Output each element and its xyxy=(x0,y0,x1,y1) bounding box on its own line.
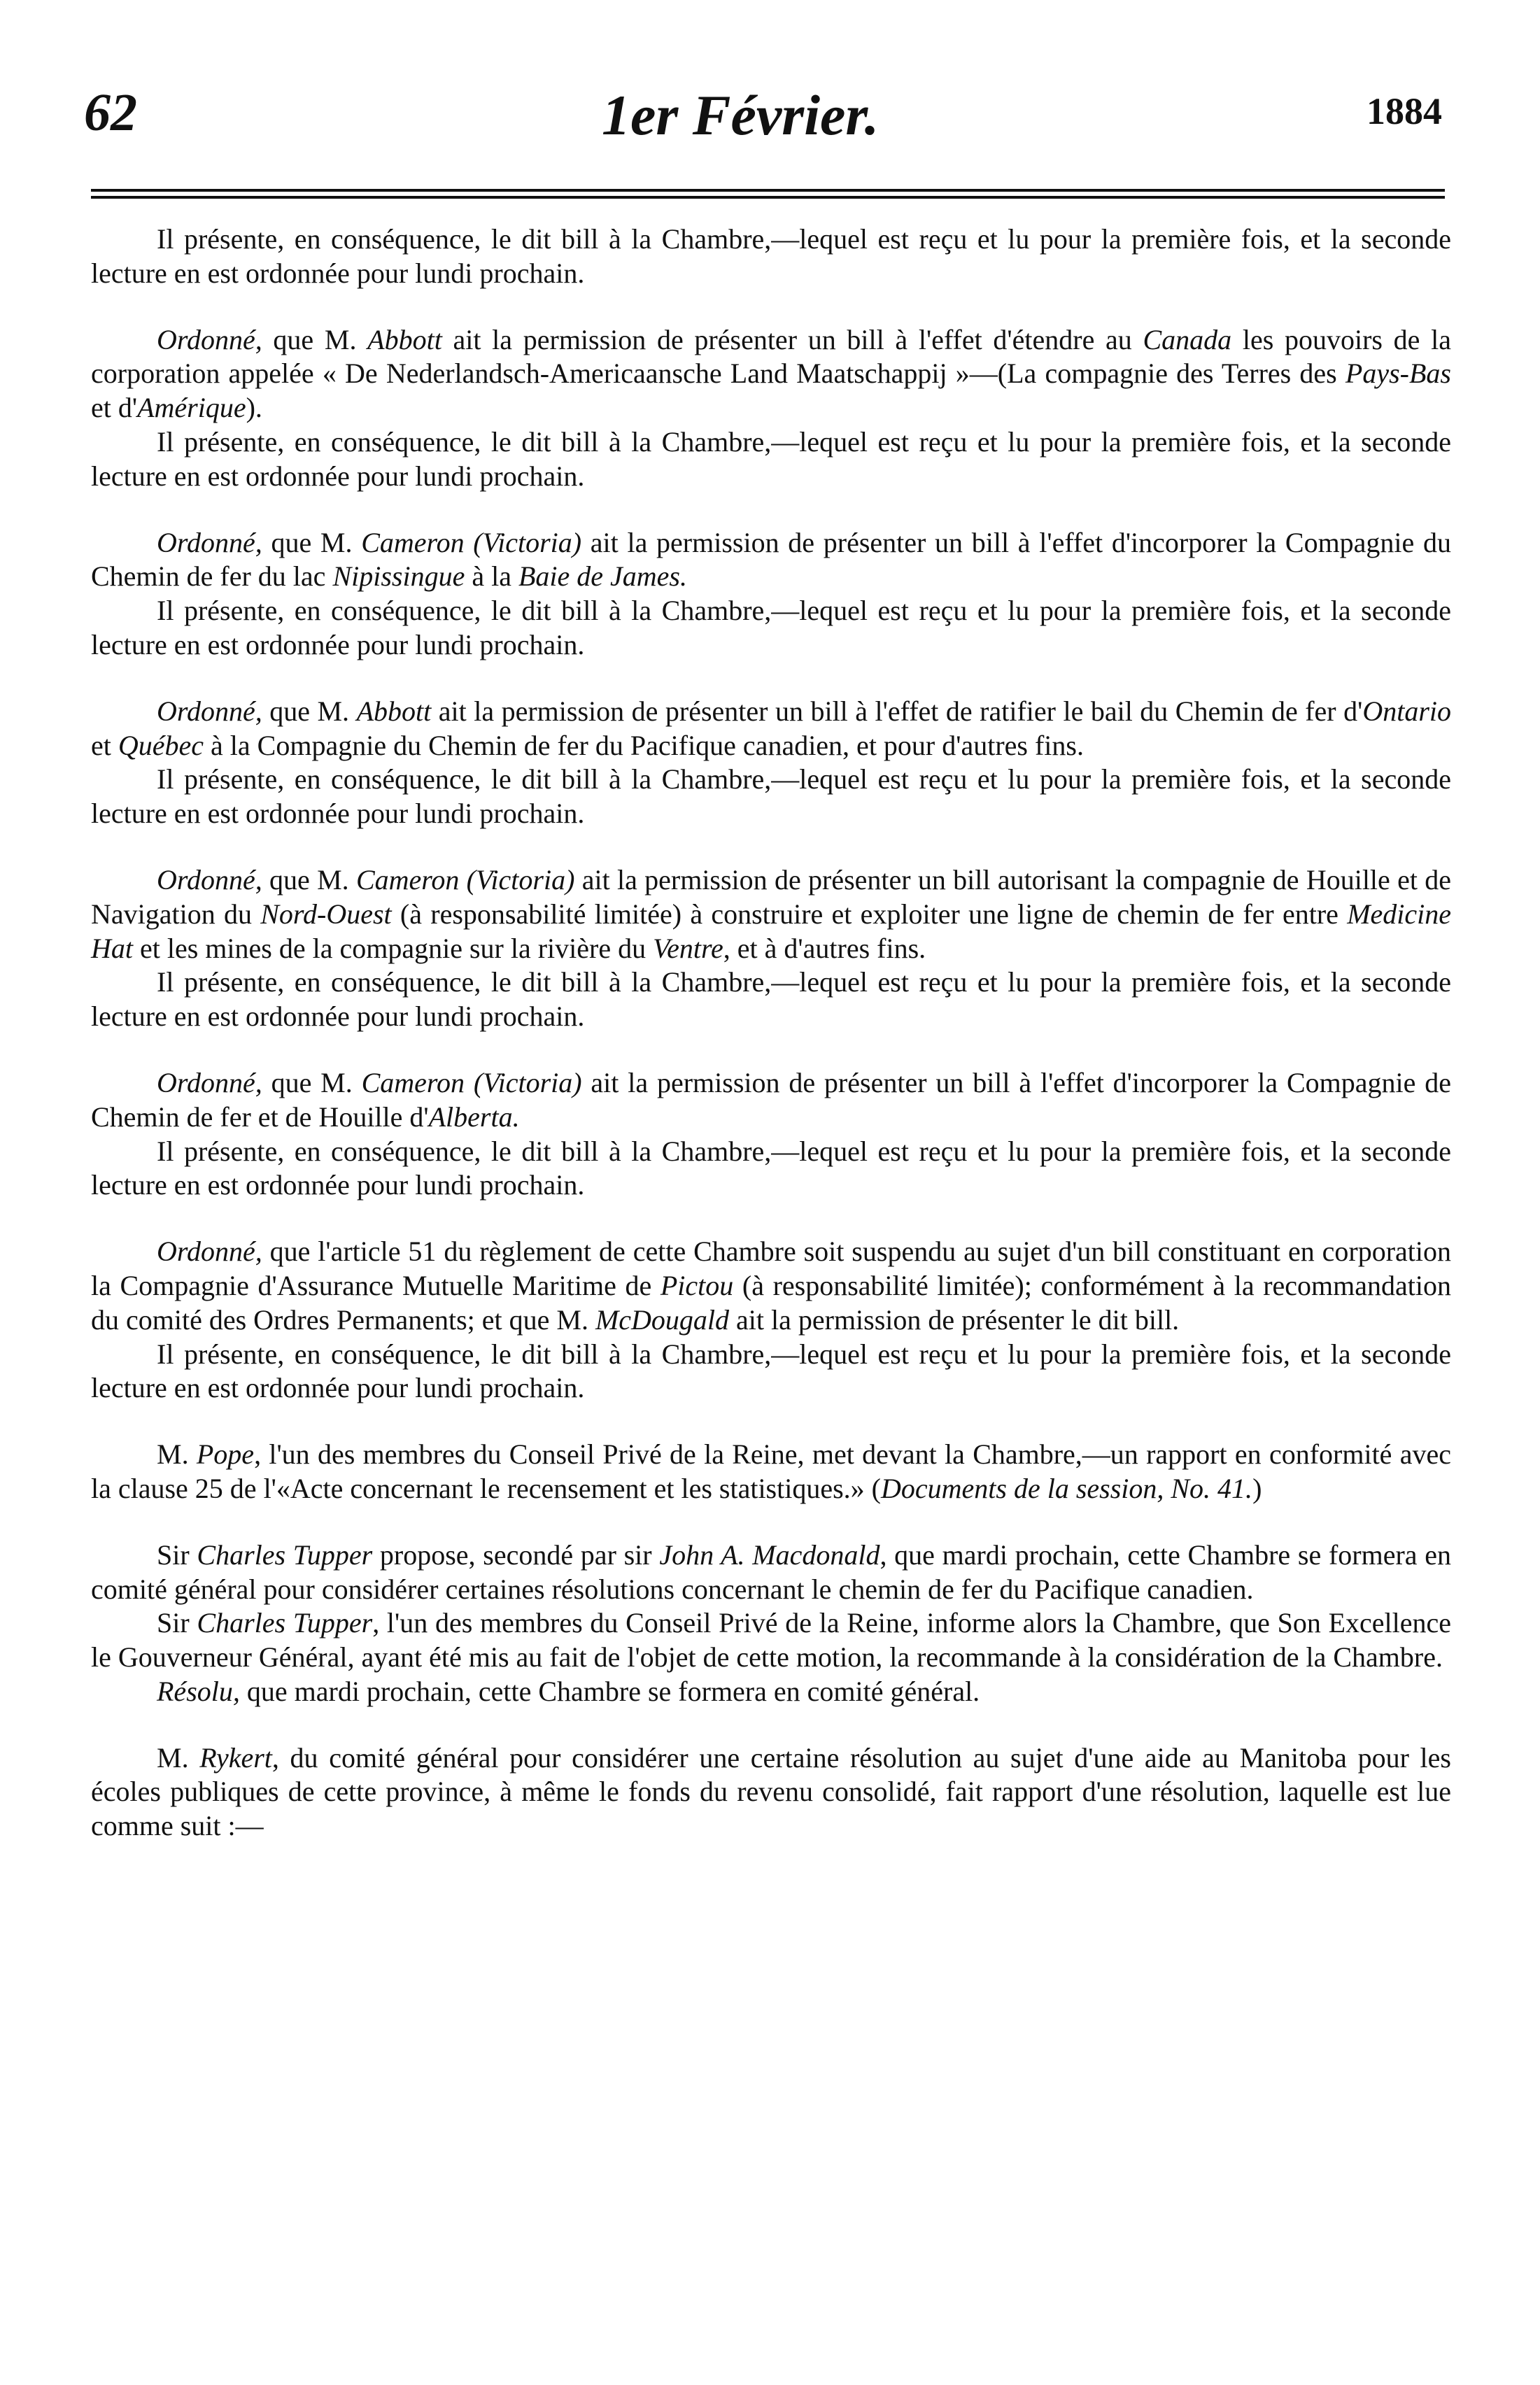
entry-6 xyxy=(91,1066,1451,1203)
paragraph: Il présente, en conséquence, le dit bill à la Chambre,—lequel est reçu et lu pour la première fois, et la seconde lecture en est ordonnée pour lundi prochain. xyxy=(91,595,1451,660)
paragraph: Ordonné, que M. Abbott ait la permission de présenter un bill à l'effet d'étendre au Canada les pouvoirs de la corporation appelée « De Nederlandsch-Americaansche Land Maatschappij »—(La compagnie des Terres des Pays-Bas et d'Amérique). xyxy=(91,323,1451,424)
paragraph: Sir Charles Tupper, l'un des membres du Conseil Privé de la Reine, informe alors la Chambre, que Son Excellence le Gouverneur Général, ayant été mis au fait de l'objet de cette motion, la recommande à la considération de la Chambre. xyxy=(91,1607,1452,1673)
paragraph: Ordonné, que M. Cameron (Victoria) ait la permission de présenter un bill à l'effet d'incorporer la Compagnie du Chemin de fer du lac Nipissingue à la Baie de James. xyxy=(91,526,1452,593)
page-header xyxy=(84,83,1442,160)
paragraph: Il présente, en conséquence, le dit bill à la Chambre,—lequel est reçu et lu pour la première fois, et la seconde lecture en est ordonnée pour lundi prochain. xyxy=(91,763,1451,830)
paragraph: Il présente, en conséquence, le dit bill à la Chambre,—lequel est reçu et lu pour la première fois, et la seconde lecture en est ordonnée pour lundi prochain. xyxy=(91,966,1451,1033)
entry-10 xyxy=(91,1741,1451,1843)
entry-5 xyxy=(91,863,1451,1034)
paragraph: Il présente, en conséquence, le dit bill à la Chambre,—lequel est reçu et lu pour la première fois, et la seconde lecture en est ordonnée pour lundi prochain. xyxy=(91,223,1451,289)
entry-9 xyxy=(91,1538,1451,1709)
entry-2 xyxy=(91,323,1451,494)
paragraph: Ordonné, que M. Cameron (Victoria) ait la permission de présenter un bill autorisant la compagnie de Houille et de Navigation du Nord-Ouest (à responsabilité limitée) à construire et exploiter une ligne de chemin de fer entre Medicine Hat et les mines de la compagnie sur la rivière du Ventre, et à d'autres fins. xyxy=(91,863,1452,964)
entry-4 xyxy=(91,695,1451,831)
paragraph: Ordonné, que l'article 51 du règlement de cette Chambre soit suspendu au sujet d'un bill constituant en corporation la Compagnie d'Assurance Mutuelle Maritime de Pictou (à responsabilité limitée); conformément à la recommandation du comité des Ordres Permanents; et que M. McDougald ait la permission de présenter le dit bill. xyxy=(91,1236,1451,1336)
header-rule-bottom xyxy=(91,196,1445,199)
page-body xyxy=(91,222,1451,1876)
paragraph: Sir Charles Tupper propose, secondé par sir John A. Macdonald, que mardi prochain, cette Chambre se formera en comité général pour considérer certaines résolutions concernant le chemin de fer du Pacifique canadien. xyxy=(91,1538,1452,1605)
header-year: 1884 xyxy=(1366,90,1442,132)
paragraph: Il présente, en conséquence, le dit bill à la Chambre,—lequel est reçu et lu pour la première fois, et la seconde lecture en est ordonnée pour lundi prochain. xyxy=(91,1135,1451,1201)
paragraph: M. Pope, l'un des membres du Conseil Privé de la Reine, met devant la Chambre,—un rapport en conformité avec la clause 25 de l'«Acte concernant le recensement et les statistiques.» (Documents de la session, No. 41.) xyxy=(91,1438,1451,1504)
paragraph: Ordonné, que M. Abbott ait la permission de présenter un bill à l'effet de ratifier le bail du Chemin de fer d'Ontario et Québec à la Compagnie du Chemin de fer du Pacifique canadien, et pour d'autres fins. xyxy=(91,695,1452,761)
paragraph: Il présente, en conséquence, le dit bill à la Chambre,—lequel est reçu et lu pour la première fois, et la seconde lecture en est ordonnée pour lundi prochain. xyxy=(91,1338,1451,1404)
paragraph: Il présente, en conséquence, le dit bill à la Chambre,—lequel est reçu et lu pour la première fois, et la seconde lecture en est ordonnée pour lundi prochain. xyxy=(91,425,1451,492)
entry-7 xyxy=(91,1235,1451,1406)
paragraph: M. Rykert, du comité général pour considérer une certaine résolution au sujet d'une aide au Manitoba pour les écoles publiques de cette province, à même le fonds du revenu consolidé, fait rapport d'une résolution, laquelle est lue comme suit :— xyxy=(91,1741,1451,1842)
page-number: 62 xyxy=(84,83,137,142)
entry-8 xyxy=(91,1438,1451,1506)
paragraph: Résolu, que mardi prochain, cette Chambre se formera en comité général. xyxy=(157,1675,980,1707)
entry-1 xyxy=(91,222,1451,291)
header-rule-top xyxy=(91,189,1445,192)
entry-3 xyxy=(91,526,1451,663)
paragraph: Ordonné, que M. Cameron (Victoria) ait la permission de présenter un bill à l'effet d'incorporer la Compagnie de Chemin de fer et de Houille d'Alberta. xyxy=(91,1066,1451,1133)
header-date: 1er Février. xyxy=(602,83,880,147)
